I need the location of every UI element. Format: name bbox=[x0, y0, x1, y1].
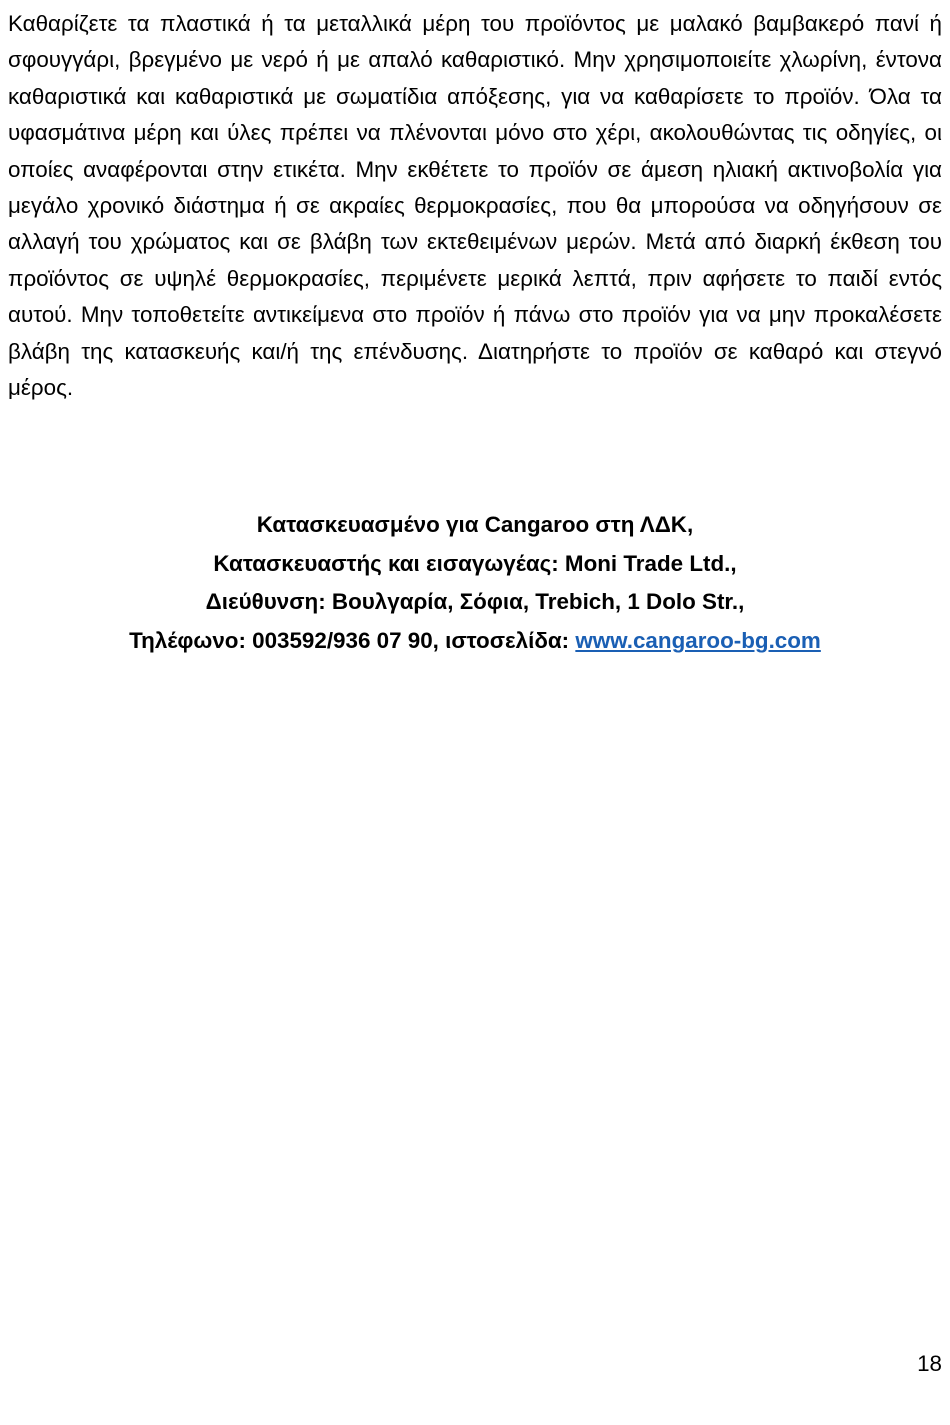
page-number: 18 bbox=[917, 1351, 942, 1376]
manufacturer-line-importer: Κατασκευαστής και εισαγωγέας: Moni Trade Ltd., bbox=[213, 550, 737, 576]
contact-phone-text: Τηλέφωνο: 003592/936 07 90, ιστοσελίδα: bbox=[129, 628, 576, 654]
manufacturer-line-contact bbox=[0, 622, 950, 661]
manufacturer-info bbox=[0, 506, 950, 661]
care-instructions-paragraph: Καθαρίζετε τα πλαστικά ή τα μεταλλικά μέρη του προϊόντος με μαλακό βαμβακερό πανί ή σφουγγάρι, βρεγμένο με νερό ή με απαλό καθαριστικό. Μην χρησιμοποιείτε χλωρίνη, έντονα καθαριστικά και καθαριστικά με σωματίδια απόξεσης, για να καθαρίσετε το προϊόν. Όλα τα υφασμάτινα μέρη και ύλες πρέπει να πλένονται μόνο στο χέρι, ακολουθώντας τις οδηγίες, οι οποίες αναφέρονται στην ετικέτα. Μην εκθέτετε το προϊόν σε άμεση ηλιακή ακτινοβολία για μεγάλο χρονικό διάστημα ή σε ακραίες θερμοκρασίες, που θα μπορούσα να οδηγήσουν σε αλλαγή του χρώματος και σε βλάβη των εκτεθειμένων μερών. Μετά από διαρκή έκθεση του προϊόντος σε υψηλέ θερμοκρασίες, περιμένετε μερικά λεπτά, πριν αφήσετε το παιδί εντός αυτού. Μην τοποθετείτε αντικείμενα στο προϊόν ή πάνω στο προϊόν για να μην προκαλέσετε βλάβη της κατασκευής και/ή της επένδυσης. Διατηρήστε το προϊόν σε καθαρό και στεγνό μέρος. bbox=[8, 11, 942, 401]
manufacturer-line-made-for: Κατασκευασμένο για Cangaroo στη ΛΔΚ, bbox=[256, 512, 694, 537]
manufacturer-line-address: Διεύθυνση: Βουλγαρία, Σόφια, Trebich, 1 Dolo Str., bbox=[205, 589, 745, 615]
website-link[interactable]: www.cangaroo-bg.com bbox=[575, 628, 821, 654]
